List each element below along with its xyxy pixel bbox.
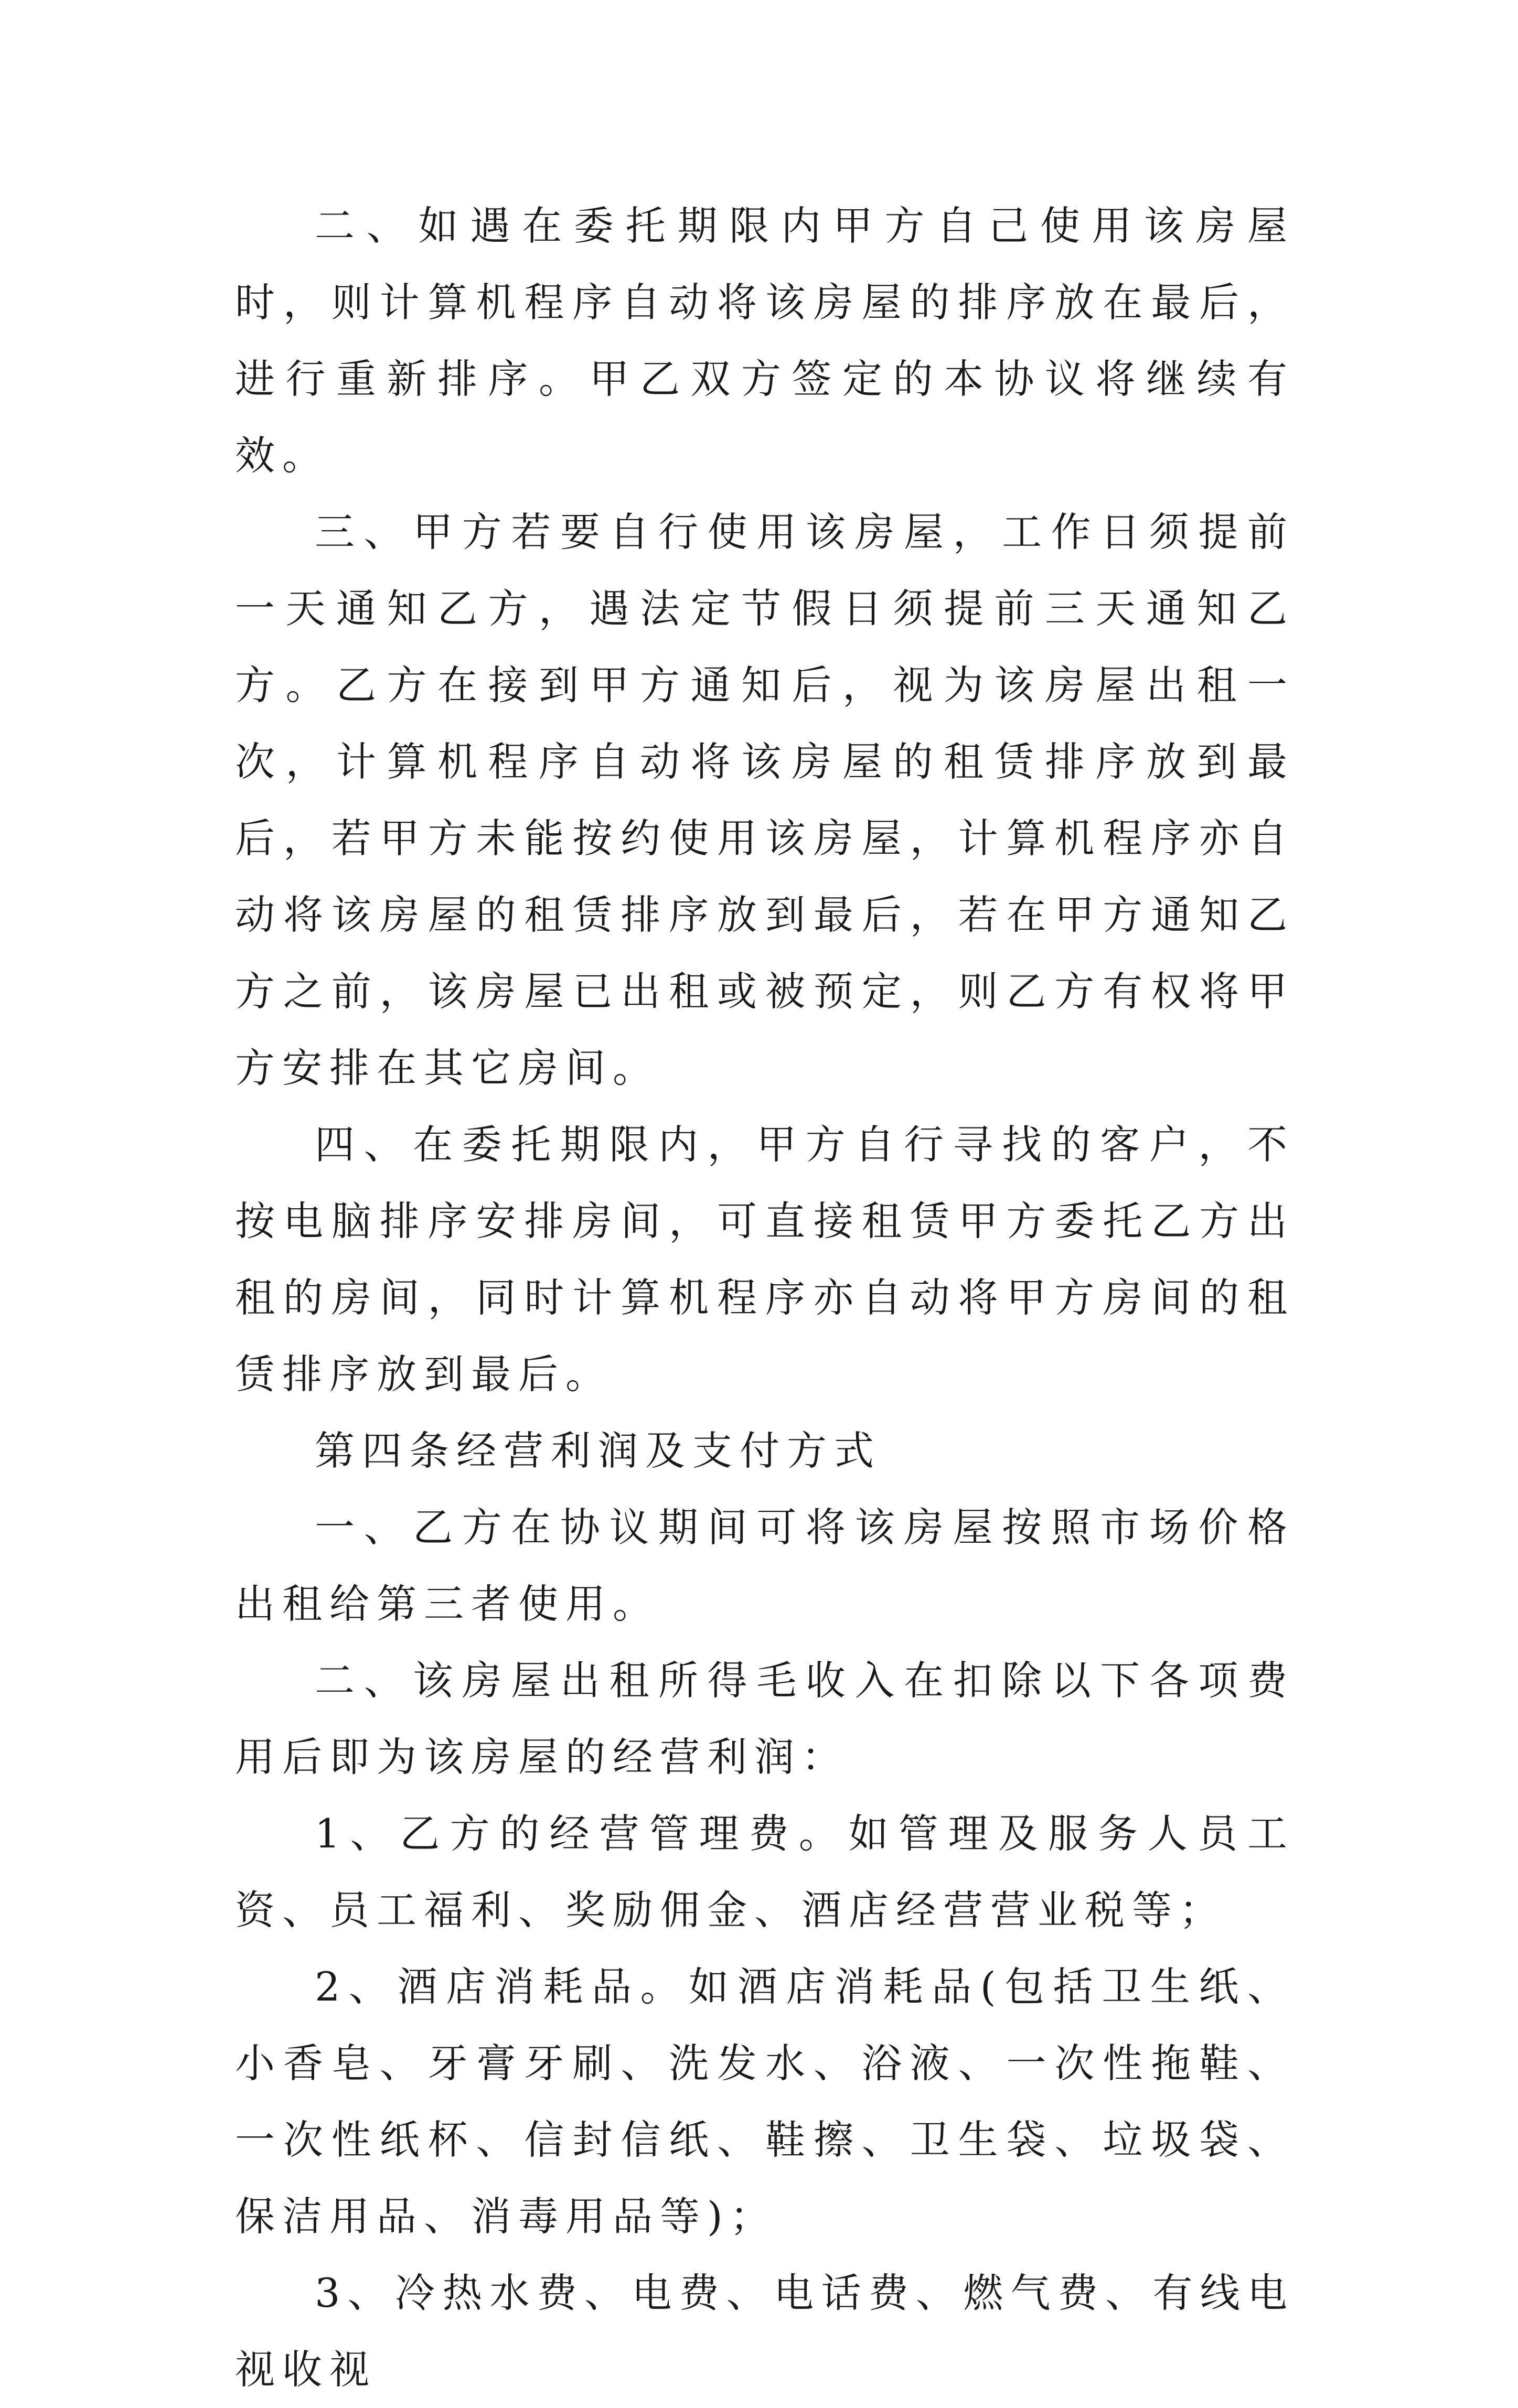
paragraph-clause-3: 三、甲方若要自行使用该房屋，工作日须提前一天通知乙方，遇法定节假日须提前三天通知乙方。乙方在接到甲方通知后，视为该房屋出租一次，计算机程序自动将该房屋的租赁排序放到最后，若甲方未能按约使用该房屋，计算机程序亦自动将该房屋的租赁排序放到最后，若在甲方通知乙方之前，该房屋已出租或被预定，则乙方有权将甲方安排在其它房间。 <box>235 509 1295 1091</box>
list-item-2: 2、酒店消耗品。如酒店消耗品(包括卫生纸、小香皂、牙膏牙刷、洗发水、浴液、一次性拖鞋、一次性纸杯、信封信纸、鞋擦、卫生袋、垃圾袋、保洁用品、消毒用品等)； <box>235 1963 1295 2240</box>
paragraph-article-4-item-1: 一、乙方在协议期间可将该房屋按照市场价格出租给第三者使用。 <box>235 1504 1295 1627</box>
paragraph-clause-2: 二、如遇在委托期限内甲方自己使用该房屋时，则计算机程序自动将该房屋的排序放在最后，进行重新排序。甲乙双方签定的本协议将继续有效。 <box>235 202 1295 479</box>
section-heading-article-4: 第四条经营利润及支付方式 <box>315 1427 881 1474</box>
paragraph-article-4-item-2: 二、该房屋出租所得毛收入在扣除以下各项费用后即为该房屋的经营利润： <box>235 1657 1295 1780</box>
list-item-1: 1、乙方的经营管理费。如管理及服务人员工资、员工福利、奖励佣金、酒店经营营业税等； <box>235 1810 1295 1933</box>
list-item-3: 3、冷热水费、电费、电话费、燃气费、有线电视收视 <box>235 2270 1295 2393</box>
paragraph-clause-4: 四、在委托期限内，甲方自行寻找的客户，不按电脑排序安排房间，可直接租赁甲方委托乙方出租的房间，同时计算机程序亦自动将甲方房间的租赁排序放到最后。 <box>235 1121 1295 1398</box>
document-body <box>235 188 1295 2408</box>
